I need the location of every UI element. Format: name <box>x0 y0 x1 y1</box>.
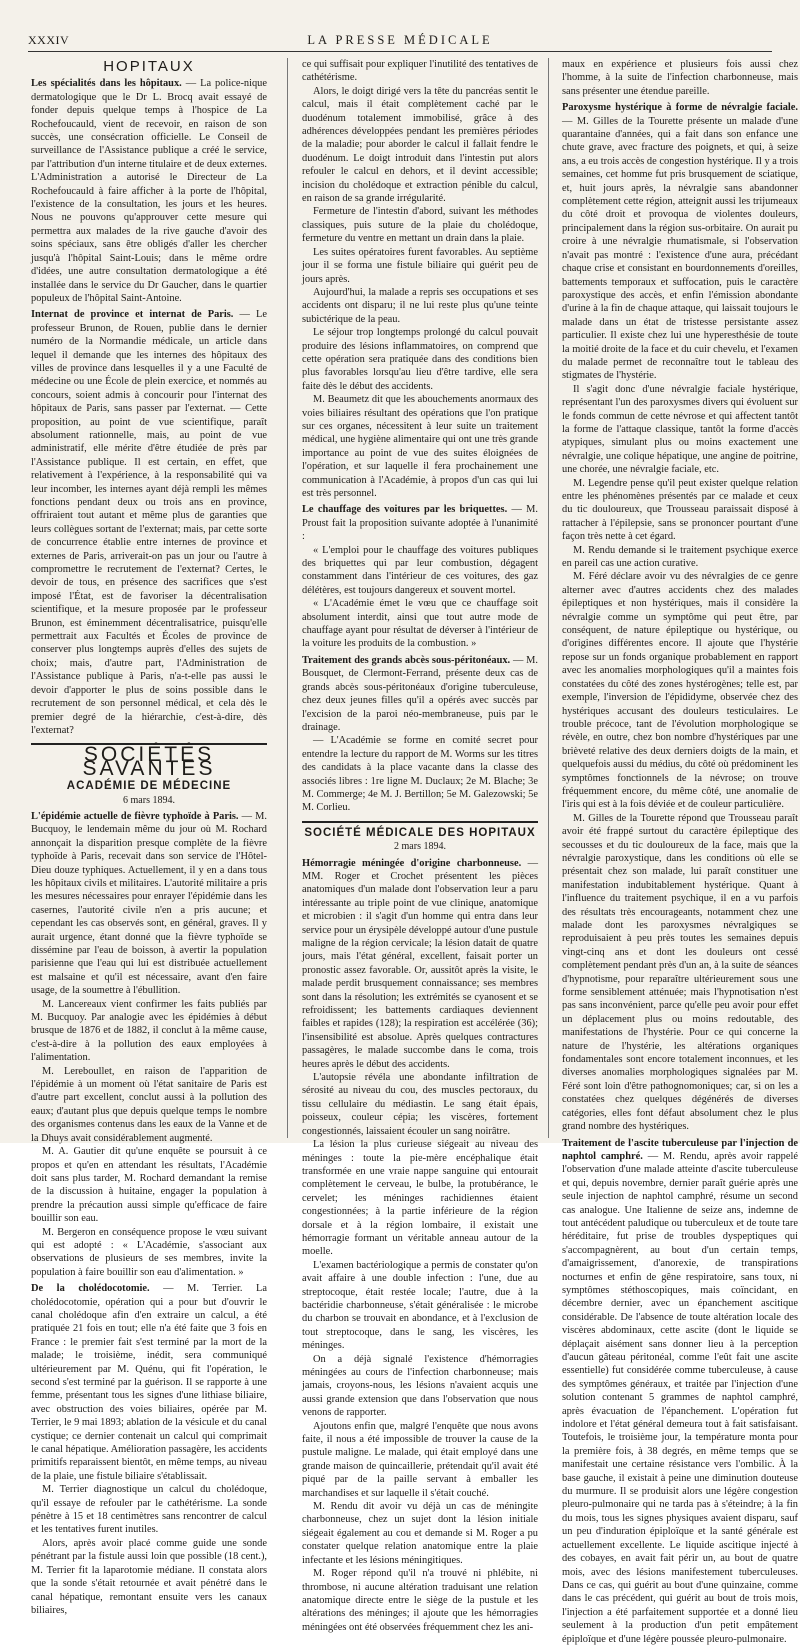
paragraph: ce qui suffisait pour expliquer l'inutilité des tentatives de cathétérisme. <box>302 59 538 84</box>
paragraph: M. Gilles de la Tourette répond que Trousseau paraît avoir été frappé surtout du caractère épileptique des secousses et du tic douloureux de la face, mais que la névralgie paroxystique, dans les conditions où elle se présentait chez son malade, lui paraît constituer une manifestation indubitablement hystérique. Quant à l'influence du traitement psychique, il en a vu parfois des résultats très encourageants, notamment chez une malade dont les paroxysmes névralgiques se reproduisaient à peu près toutes les semaines depuis vingt-cinq ans et dont les douleurs ont cessé complètement pendant près d'un an, à la suite de séances d'hypnotisme, pour reparaître ultérieurement sous une forme sensiblement atténuée; mais l'hypnotisation n'est pas sans inconvénient, parce qu'elle peu avoir pour effet un déplacement plus ou moins redoutable, des manifestations de l'hystérie. Pour ce qui concerne la nature de l'hystérie, les altérations organiques fondamentales sont encore totalement inconnues, et les diverses anomalies morphologiques signalées par M. Féré sont loin d'être pathognomoniques; car, si on les a constatées chez quelques dégénérés de diverses catégories, elles font défaut absolument chez le plus grand nombre des hystériques. <box>562 812 798 1133</box>
paragraph: M. A. Gautier dit qu'une enquête se poursuit à ce propos et qu'en en attendant les résultats, l'Académie doit sans plus tarder, M. Rochard demandant la remise de la discussion à huitaine, engager la population à prendre la précaution aussi simple qu'efficace de faire bouillir son eau. <box>31 1146 267 1225</box>
article-title: L'épidémie actuelle de fièvre typhoïde à Paris. <box>31 810 239 822</box>
article <box>562 1137 798 1646</box>
paragraph: M. Terrier diagnostique un calcul du cholédoque, qu'il essaye de refouler par le cathétérisme. La sonde pénètre à 15 et 18 centimètres sans rencontrer de calcul et les tentatives furent inutiles. <box>31 1484 267 1536</box>
article-text: — La police-nique dermatologique que le Dr L. Brocq avait essayé de fonder depuis quelque temps à l'hospice de La Rochefoucauld, vient de recevoir, en raison de son succès, une consécration officielle. Le Conseil de surveillance de l'Assistance publique a créé le service, par l'attribution d'un interne titulaire et de deux externes. L'Administration a autorisé le Directeur de La Rochefoucauld à faire afficher à la porte de l'hôpital, l'existence de la consultation, les jours et les heures. Nous ne pouvons qu'approuver cette mesure qui permettra aux malades de la rive gauche d'avoir des soins spéciaux, sans être obligés d'aller les chercher jusqu'à l'hôpital Saint-Louis; dans le même ordre d'idées, une autre consultation dermatologique a été installée dans le service du Dr Gaucher, dans le quartier populeux de l'hôpital Saint-Antoine. <box>31 78 267 304</box>
article-text: — M. Terrier. La cholédocotomie, opération qui a pour but d'ouvrir le canal cholédoque afin d'en extraire un calcul, a été pratiquée 21 fois en tout; elle n'a été faite que 3 fois en France : le premier fait s'est terminé par la mort de la malade; le troisième, inédit, sera communiqué ultérieurement par M. Quénu, qui fit l'opération, le second s'est terminé par la guérison. Il se rapporte à une femme, présentant tous les signes d'une lithiase biliaire, avec obstruction des voies biliaires, opérée par M. Terrier, le 9 mai 1893; ablation de la vésicule et du canal cystique; ce dernier contenait un calcul qui comprimait le canal hépatique. Amélioration passagère, les accidents primitifs reparaissent bientôt, en même temps, au niveau de la plaie, une fistule biliaire s'établissait. <box>31 1283 268 1482</box>
column-divider <box>287 58 288 1138</box>
paragraph: Le séjour trop longtemps prolongé du calcul pouvait produire des lésions inflammatoires, on comprend que cette opération sera pratiquée dans des conditions bien plus favorables lorsqu'au lieu d'être tardive, elle sera faite dès le début des accidents. <box>302 327 538 392</box>
paragraph: Ajoutons enfin que, malgré l'enquête que nous avons faite, il nous a été impossible de trouver la cause de la pustule maligne. Le malade, qui était employé dans une grande maison de quincaillerie, prétendait qu'il avait été piqué par de la paille servant à emballer les marchandises et sur laquelle il s'était couché. <box>302 1420 538 1499</box>
article-text: — M. Rendu, après avoir rappelé l'observation d'une malade atteinte d'ascite tuberculeuse et qui, depuis novembre, dernier paraît guérie après une seule injection de naphtol camphré, résume un second cas analogue. Une Italienne de seize ans, indemne de tout antécédent paludique ou tuberculeux et de toute tare héréditaire, fut prise de troubles dyspeptiques qui s'accompagnèrent, au bout d'un certain temps, d'amaigrissement, d'anorexie, de transpirations nocturnes et enfin de gêne respiratoire, sans toux, ni symptômes stéthoscopiques, mais coïncidant, en décembre dernier, avec un épanchement ascitique considérable. De l'absence de toute altération locale des viscères abdominaux, cette ascite (dont le liquide se déplaçait aisément sans donner lieu à la perception d'aucun gâteau péritonéal, comme l'eût fait une ascite essentielle) fut considérée comme tuberculeuse, à cause des symptômes généraux, et traitée par l'injection d'une solution contenant 5 grammes de naphtol camphré, après évacuation de l'épanchement. L'opération fut indolore et l'état général demeura tout à fait satisfaisant. Toutefois, le troisième jour, la température monta pour la première fois, à 38 degrés, en même temps que se manifestait une certaine résistance vers l'ombilic. À la base gauche, il existait à peine une diminution douteuse du murmure. Il se produisit alors une légère congestion pleuro-pulmonaire qui ne tarda pas à s'éteindre; à la fin du mois, tous les signes physiques avaient disparu, sauf un peu d'induration épiploïque et la santé générale est actuellement excellente. Le liquide ascitique injecté à des cobayes, en avait fait périr un, au bout de quatre mois, avec des lésions manifestement tuberculeuses. Dans ce cas, qui guérit au bout d'une quinzaine, comme dans le cas précédent, qui guérit au bout de trois mois, l'injection a été parfaitement supportée et a donné lieu seulement à la production d'un petit empâtement épiploïque et d'une légère poussée pleuro-pulmonaire. <box>562 1150 798 1645</box>
paragraph: M. Lereboullet, en raison de l'apparition de l'épidémie à un moment où l'état sanitaire de Paris est d'autre part excellent, conclut aussi à la pollution des eaux; d'autant plus que depuis quelque temps le nombre des organismes contenus dans les eaux de la Vanne et de la Dhuys avait considérablement augmenté. <box>31 1065 267 1144</box>
society-title: SOCIÉTÉ MÉDICALE DES HOPITAUX <box>304 826 536 839</box>
page-header <box>28 33 772 49</box>
article-title: Traitement des grands abcès sous-péritonéaux. <box>302 654 511 666</box>
article <box>302 654 538 734</box>
article-title: Les spécialités dans les hôpitaux. <box>31 78 182 90</box>
column-3 <box>562 58 798 1645</box>
paragraph: Aujourd'hui, la malade a repris ses occupations et ses accidents ont disparu; il ne lui reste plus qu'une teinte subictérique de la peau. <box>302 286 538 325</box>
article-text: — Le professeur Brunon, de Rouen, publie dans le dernier numéro de la Normandie médicale, un article dans lequel il demande que les internes des hôpitaux des villes de province dans lesquelles il y a une Faculté de médecine ou une École de plein exercice, et nommés au concours, soient admis à concourir pour l'internat des hôpitaux de Paris, sans passer par l'externat. — Cette proposition, au point de vue scientifique, paraît absolument rationnelle, mais, au point de vue administratif, elle mérite d'être étudiée de près par l'Assistance publique. Il est certain, en effet, que relativement à l'expérience, à la responsabilité qui va leur incomber, les internes ayant déjà rempli les mêmes fonctions pendant deux ou trois ans en province, offriraient tout autant et même plus de garanties que leurs collègues sortant de l'externat; mais, par cette sorte de concurrence établie entre internes de province et externes de Paris, arriverait-on pas un jour ou l'autre à compromettre le recrutement de l'externat? Certes, le devoir de tous, en présence des sacrifices que s'est imposé l'État, est de favoriser la décentralisation scientifique, et la mesure proposée par le professeur Brunon, est éminemment décentralisatrice, puisqu'elle permettrait aux Facultés et Écoles de province de conserver plus longtemps auprès d'elles des sujets de choix; mais, d'autre part, l'Administration de l'Assistance publique à Paris, n'a-t-elle pas aussi le devoir d'apporter le plus de soins possible dans le recrutement de son personnel médical, et cela dès le premier degré de la hiérarchie, c'est-à-dire, dès l'externat? <box>31 309 267 736</box>
column-1 <box>31 58 268 1616</box>
article <box>31 810 267 998</box>
column-2 <box>302 58 538 1633</box>
article-title: De la cholédocotomie. <box>31 1283 150 1295</box>
article <box>302 503 538 543</box>
section-title-societes: SOCIÉTÉS SAVANTES <box>82 743 216 780</box>
paragraph: M. Rendu dit avoir vu déjà un cas de méningite charbonneuse, chez un sujet dont la lésion initiale siégeait également au cou et demande si M. Roger a pu constater quelque relation anatomique entre la plaie infectante et les lésions méningitiques. <box>302 1501 538 1566</box>
header-rule <box>28 51 772 52</box>
article-title: Internat de province et internat de Paris. <box>31 309 234 321</box>
section-rule <box>302 821 538 823</box>
article-text: — M. Bucquoy, le lendemain même du jour où M. Rochard annonçait la disparition presque complète de la fièvre typhoïde à Paris, recevait dans son service de l'Hôtel-Dieu douze typhiques. Actuellement, il y en a dans tous les hôpitaux civils et militaires. L'autorité militaire a pris les mesures nécessaires pour enrayer l'épidémie dans les casernes, l'autorité civile n'en a pris aucune; et cependant les cas observés sont, en général, graves. Il y aurait urgence, étant donné que la fièvre typhoïde se dissémine par l'eau de boisson, à avertir la population parisienne que l'eau qui lui est distribuée actuellement est malsaine et qu'il est nécessaire, avant d'en faire usage, de la soumettre à l'ébullition. <box>31 810 267 997</box>
article <box>31 1282 267 1483</box>
article-title: Le chauffage des voitures par les briquettes. <box>302 504 508 516</box>
session-date: 2 mars 1894. <box>394 841 446 853</box>
paragraph: Fermeture de l'intestin d'abord, suivant les méthodes classiques, puis suture de la plaie du cholédoque, fermeture du ventre en mettant un drain dans la plaie. <box>302 206 538 245</box>
paragraph: M. Féré déclare avoir vu des névralgies de ce genre alterner avec d'autres accidents chez des malades épileptiques et non hystériques, mais il considère la névralgie comme un symptôme qui peut être, par conséquent, de nature épileptique ou hystérique, ou d'origines différentes encore. Il ajoute que l'hystérie repose sur un fonds organique probablement en rapport avec les anomalies morphologiques qu'il a maintes fois constatées du côté des zones hystérogènes; telle est, par exemple, l'inversion de l'épididyme, observée chez des hystériques accusant des douleurs testiculaires. Le trouble précoce, tant de l'évolution morphologique se révèle, en outre, chez bon nombre d'hystériques par une brièveté relative des deux derniers doigts de la main, et quelquefois aussi du médius, du côté où prédominent les symptômes fonctionnels de la névrose; on trouve fréquemment encore, du même côté, une anomalie de l'iris qui est à la fois déviée et de couleur particulière. <box>562 571 798 811</box>
paragraph: On a déjà signalé l'existence d'hémorragies méningées au cours de l'infection charbonneuse; mais jamais, croyons-nous, les lésions n'avaient acquis une aussi grande extension que dans l'observation que nous venons de rapporter. <box>302 1353 538 1419</box>
article <box>31 77 267 305</box>
paragraph: — L'Académie se forme en comité secret pour entendre la lecture du rapport de M. Worms sur les titres des candidats à la place vacante dans la classe des associés libres : 1re ligne M. Duclaux; 2e M. Blache; 3e M. Commerge; 4e M. J. Bertillon; 5e M. Galezowski; 5e M. Corlieu. <box>302 735 538 814</box>
page-number: XXXIV <box>28 33 70 47</box>
paragraph: Alors, le doigt dirigé vers la tête du pancréas sentit le calcul, mais il était complètement caché par le duodénum totalement immobilisé, grâce à des adhérences développées pendant les premières périodes de la maladie; pour aborder le calcul il fallait fendre le duodénum. Le doigt introduit dans l'intestin put alors refouler le calcul en dehors, et il devint accessible; incision du cholédoque et extraction pénible du calcul, en raison de sa grande irrégularité. <box>302 85 538 205</box>
article-title: Traitement de l'ascite tuberculeuse par l'injection de naphtol camphré. <box>562 1137 798 1162</box>
section-title-hopitaux: HOPITAUX <box>103 58 195 75</box>
paragraph: M. Rendu demande si le traitement psychique exerce en pareil cas une action curative. <box>562 544 798 570</box>
paragraph: M. Legendre pense qu'il peut exister quelque relation entre les phénomènes présentés par ce malade et ceux du tic douloureux, que Trousseau paraissait disposé à rattacher à l'épilepsie, sans se prononcer pourtant d'une façon très nette à cet égard. <box>562 477 798 543</box>
session-date: 6 mars 1894. <box>123 794 175 806</box>
article <box>562 101 798 383</box>
article-text: — MM. Roger et Crochet présentent les pièces anatomiques d'un malade dont l'observation leur a paru intéressante au triple point de vue clinique, anatomique et microbien : il s'agit d'un homme qui entra dans leur service pour un érysipèle développé autour d'une pustule maligne de la région cervicale; la lésion datait de quatre jours, mais l'état général, excellent, faisait porter un pronostic assez favorable. Or, aussitôt après la visite, le malade perdit brusquement connaissance; ses membres sont dans la résolution; les extrémités se cyanosent et se refroidissent; les battements cardiaques deviennent faibles et rapides (128); la respiration est accélérée (36); l'insensibilité est absolue. Après quelques contractures passagères, le malade succombe dans le coma, trois heures après le début des accidents. <box>302 857 538 1070</box>
paragraph: L'examen bactériologique a permis de constater qu'on avait affaire à une double infection : l'une, due au streptocoque, était restée locale; l'autre, due à la bactéridie charbonneuse, s'était généralisée : le microbe du charbon se trouvait en abondance, et à l'exclusion de tout streptocoque, dans le sang, les viscères, les méninges. <box>302 1259 538 1352</box>
paragraph: Les suites opératoires furent favorables. Au septième jour il se forma une fistule biliaire qui guérit peu de jours après. <box>302 246 538 285</box>
paragraph: La lésion la plus curieuse siégeait au niveau des méninges : toute la pie-mère encéphalique était transformée en une vraie nappe sanguine qui entourait complètement le cerveau, le bulbe, la protubérance, le cervelet; les méninges rachidiennes étaient congestionnées; à la partie inférieure de la région dorsale et à la région lombaire, il existait une hémorragie formant un véritable anneau autour de la moelle. <box>302 1139 538 1258</box>
article <box>31 308 267 737</box>
article-title: Hémorragie méningée d'origine charbonneuse. <box>302 857 522 869</box>
article-text: — M. Bousquet, de Clermont-Ferrand, présente deux cas de grands abcès sous-péritonéaux d'origine tuberculeuse, chez deux jeunes filles qu'il a opérés avec succès par l'excision de la paroi néo-membraneuse, puis par le drainage. <box>302 654 538 733</box>
paragraph: M. Lancereaux vient confirmer les faits publiés par M. Bucquoy. Par analogie avec les épidémies à début brusque de 1876 et de 1882, il conclut à la même cause, c'est-à-dire à la pollution des eaux employées à l'alimentation. <box>31 998 267 1064</box>
paragraph: Il s'agit donc d'une névralgie faciale hystérique, représentant l'un des paroxysmes divers qui évoluent sur le fonds commun de cette névrose et qui affectent tantôt la forme de l'attaque classique, tantôt la forme d'accès atypiques, simulant plus ou moins exactement une névralgie, une colique hépatique, une angine de poitrine, une chorée, une névralgie faciale, etc. <box>562 383 798 476</box>
article-title: Paroxysme hystérique à forme de névralgie faciale. <box>562 102 798 114</box>
article <box>302 857 538 1072</box>
paragraph: maux en expérience et plusieurs fois aussi chez l'homme, à la suite de l'infection charbonneuse, mais sans présenter une étendue pareille. <box>562 59 798 97</box>
paragraph: M. Bergeron en conséquence propose le vœu suivant qui est adopté : « L'Académie, s'associant aux observations de plusieurs de ses membres, invite la population à faire bouillir son eau d'alimentation. » <box>31 1226 267 1278</box>
journal-title: LA PRESSE MÉDICALE <box>307 33 493 47</box>
paragraph: « L'emploi pour le chauffage des voitures publiques des briquettes qui par leur combustion, dégagent constamment dans l'intérieur de ces voitures, des gaz délétères, est toujours dangereux et souvent mortel. <box>302 544 538 596</box>
society-title: ACADÉMIE DE MÉDECINE <box>66 780 232 793</box>
paragraph: M. Roger répond qu'il n'a trouvé ni phlébite, ni thrombose, ni aucune altération traduisant une relation anatomique directe entre le siège de la pustule et les altérations des méninges; il ajoute que les hémorragies méningées ont été observées fréquemment chez les ani- <box>302 1568 538 1633</box>
paragraph: Alors, après avoir placé comme guide une sonde pénétrant par la fistule aussi loin que possible (18 cent.), M. Terrier fit la laparotomie médiane. Il constata alors que la sonde s'était retournée et avait pénétré dans le canal hépatique, remontant ensuite vers les canaux biliaires, <box>31 1537 267 1616</box>
paragraph: M. Beaumetz dit que les abouchements anormaux des voies biliaires résultant des opérations que l'on pratique sur ces organes, nécessitent à leur suite un traitement médical, une hygiène alimentaire qui ont une très grande importance au point de vue des suites éloignées de l'opération, et sur laquelle il fera prochainement une communication à l'Académie, à propos d'un cas qui lui est très personnel. <box>302 394 538 499</box>
article-text: — M. Gilles de la Tourette présente un malade d'une quarantaine d'années, qui a fait dans son enfance une chute grave, avec fracture des poignets, et qui, à seize ans, a eu trois accès de congestion hystérique. Il y a trois semaines, cet homme fut pris brusquement de sciatique, et, huit jours après, la névralgie sans abandonner complètement cette région, atteignit aussi les trijumeaux du côté droit et provoqua de violentes douleurs, principalement dans la région sus-orbitaire. On aurait pu croire à une névralgie rhumatismale, si l'observation n'avait pas montré : l'existence d'une aura, précédant chaque crise et consistant en bourdonnements d'oreilles, battements temporaux et suffocation, puis le caractère paroxystique des accès, et enfin l'émission abondante d'urine à la fin de chaque attaque, qui laissait toujours le malade dans un état de tristesse persistante assez particulier. Il existe chez lui une hyperesthésie de toute la moitié droite de la face et du cuir chevelu, et l'examen du malade permet de reconnaître tout le tableau des stigmates de l'hystérie. <box>562 115 798 382</box>
column-divider <box>548 58 549 1138</box>
article-text: — M. Proust fait la proposition suivante adoptée à l'unanimité : <box>302 504 538 543</box>
paragraph: L'autopsie révéla une abondante infiltration de sérosité au niveau du cou, des muscles pectoraux, du tissu cellulaire du médiastin. Le sang était épais, poisseux, couleur cépia; les viscères, fortement congestionnés, laissaient écouler un sang noirâtre. <box>302 1072 538 1137</box>
paragraph: « L'Académie émet le vœu que ce chauffage soit absolument interdit, ainsi que tout autre mode de chauffage ayant pour résultat de déverser à l'intérieur de la voiture les produits de la combustion. » <box>302 598 538 650</box>
